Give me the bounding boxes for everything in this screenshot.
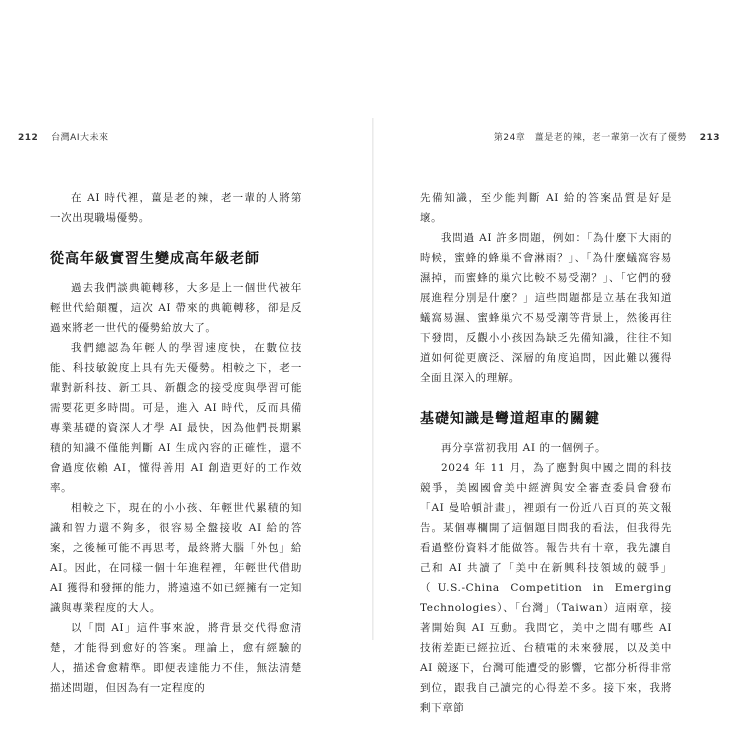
body-paragraph: 過去我們談典範轉移，大多是上一個世代被年輕世代給顛覆，這次 AI 帶來的典範轉移，卻是反過來將老一世代的優勢給放大了。 bbox=[50, 282, 302, 334]
right-page bbox=[376, 0, 750, 750]
left-page bbox=[0, 0, 374, 750]
continuation-paragraph: 先備知識，至少能判斷 AI 給的答案品質是好是壞。 bbox=[420, 192, 672, 224]
right-page-number: 213 bbox=[699, 133, 720, 143]
right-running-title: 第24章 薑是老的辣，老一輩第一次有了優勢 bbox=[493, 133, 687, 143]
intro-paragraph: 在 AI 時代裡，薑是老的辣，老一輩的人將第一次出現職場優勢。 bbox=[50, 192, 302, 224]
body-paragraph: 再分享當初我用 AI 的一個例子。 bbox=[441, 442, 607, 454]
body-paragraph: 我們總認為年輕人的學習速度快，在數位技能、科技敏銳度上具有先天優勢。相較之下，老一輩對新科技、新工具、新觀念的接受度與學習可能需要花更多時間。可是，進入 AI 時代，反而具備專業基礎的資深人才學 AI 最快，因為他們長期累積的知識不僅能判斷 AI 生成內容的正確性，還不會過度依賴 AI，懂得善用 AI 創造更好的工作效率。 bbox=[50, 342, 302, 494]
book-gutter bbox=[372, 118, 374, 640]
body-paragraph: 以「問 AI」這件事來說，將背景交代得愈清楚，才能得到愈好的答案。理論上，愈有經驗的人，描述會愈精準。即便表達能力不佳，無法清楚描述問題，但因為有一定程度的 bbox=[50, 622, 302, 694]
body-paragraph: 我問過 AI 許多問題，例如：「為什麼下大雨的時候，蜜蜂的蜂巢不會淋雨？」、「為什麼蟻窩容易濕掉，而蜜蜂的巢穴比較不易受潮？」、「它們的發展進程分別是什麼？」這些問題都是立基在我知道蟻窩易濕、蜜蜂巢穴不易受潮等背景上，然後再往下發問，反觀小小孩因為缺乏先備知識，往往不知道如何從更廣泛、深層的角度追問，因此難以獲得全面且深入的理解。 bbox=[420, 232, 672, 384]
right-page-header bbox=[494, 130, 720, 143]
left-running-title: 台灣AI大未來 bbox=[51, 133, 109, 143]
left-page-header bbox=[18, 130, 108, 143]
left-page-number: 212 bbox=[18, 133, 39, 143]
body-paragraph: 相較之下，現在的小小孩、年輕世代累積的知識和智力還不夠多，很容易全盤接收 AI 給的答案，之後極可能不再思考，最終將大腦「外包」給 AI。因此，在同樣一個十年進程裡，年輕世代借助 AI 獲得和發揮的能力，將遠遠不如已經擁有一定知識與專業程度的大人。 bbox=[50, 502, 302, 614]
body-paragraph: 2024 年 11 月，為了應對與中國之間的科技競爭，美國國會美中經濟與安全審查委員會發布「AI 曼哈頓計畫」，裡頭有一份近八百頁的英文報告。某個專欄開了這個題目問我的看法，但我得先看過整份資料才能做答。報告共有十章，我先讓自己和 AI 共讀了「美中在新興科技領域的競爭」（U.S.-China Competition in Emerging Technologies）、「台灣」（Taiwan）這兩章，接著開始與 AI 互動。我問它，美中之間有哪些 AI 技術差距已經拉近、台積電的未來發展，以及美中 AI 競逐下，台灣可能遭受的影響，它都分析得非常到位，跟我自己讀完的心得差不多。接下來，我將剩下章節 bbox=[420, 462, 672, 714]
right-page-body bbox=[420, 188, 672, 718]
section-heading-right: 基礎知識是彎道超車的關鍵 bbox=[420, 411, 600, 427]
section-heading-left: 從高年級實習生變成高年級老師 bbox=[50, 251, 260, 267]
left-page-body bbox=[50, 188, 302, 698]
